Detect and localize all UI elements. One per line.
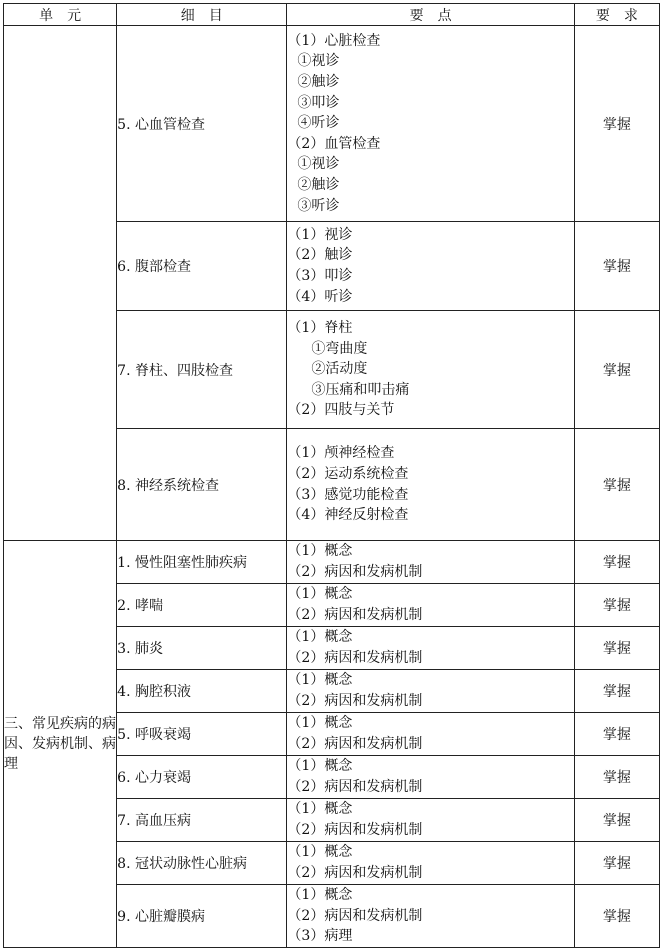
points-cell xyxy=(287,26,574,222)
item-cell: 7. 高血压病 xyxy=(117,799,287,842)
item-cell: 9. 心脏瓣膜病 xyxy=(117,885,287,948)
point-line: （2）触诊 xyxy=(287,247,353,264)
points-cell xyxy=(287,756,574,799)
point-line: （3）病理 xyxy=(287,928,353,945)
header-unit: 单元 xyxy=(4,4,117,26)
requirement-cell: 掌握 xyxy=(574,756,659,799)
table-row xyxy=(4,541,660,584)
point-line: （2）病因和发病机制 xyxy=(287,693,423,709)
points-cell xyxy=(287,429,574,541)
point-line: ③叩诊 xyxy=(297,94,340,111)
point-line: ①弯曲度 xyxy=(311,340,368,357)
requirement-cell: 掌握 xyxy=(574,222,659,311)
requirement-cell: 掌握 xyxy=(574,670,659,713)
points-cell xyxy=(287,222,574,311)
table-body xyxy=(4,26,660,948)
syllabus-table xyxy=(3,3,660,948)
point-line: （2）血管检查 xyxy=(287,135,381,152)
item-cell: 8. 冠状动脉性心脏病 xyxy=(117,842,287,885)
point-line: （1）概念 xyxy=(287,543,353,560)
points-cell xyxy=(287,842,574,885)
requirement-cell: 掌握 xyxy=(574,713,659,756)
points-cell xyxy=(287,541,574,584)
point-line: ②触诊 xyxy=(297,74,340,91)
point-line: （2）病因和发病机制 xyxy=(287,907,423,924)
point-line: （1）概念 xyxy=(287,887,353,903)
requirement-cell: 掌握 xyxy=(574,429,659,541)
requirement-cell: 掌握 xyxy=(574,584,659,627)
point-line: （4）神经反射检查 xyxy=(287,507,409,524)
point-line: （1）概念 xyxy=(287,801,353,818)
requirement-cell: 掌握 xyxy=(574,627,659,670)
points-cell xyxy=(287,627,574,670)
point-line: （2）运动系统检查 xyxy=(287,465,409,482)
item-cell: 4. 胸腔积液 xyxy=(117,670,287,713)
item-cell: 1. 慢性阻塞性肺疾病 xyxy=(117,541,287,584)
item-cell: 7. 脊柱、四肢检查 xyxy=(117,311,287,429)
point-line: （1）心脏检查 xyxy=(287,32,381,49)
item-cell: 2. 哮喘 xyxy=(117,584,287,627)
table-row xyxy=(4,26,660,222)
unit-cell xyxy=(4,26,117,541)
point-line: （1）概念 xyxy=(287,758,353,775)
points-cell xyxy=(287,584,574,627)
point-line: （1）概念 xyxy=(287,629,353,646)
point-line: ②活动度 xyxy=(311,361,368,378)
header-points: 要点 xyxy=(287,4,574,26)
requirement-cell: 掌握 xyxy=(574,311,659,429)
points-cell xyxy=(287,885,574,948)
point-line: （2）四肢与关节 xyxy=(287,402,395,419)
point-line: ①视诊 xyxy=(297,53,340,70)
point-line: （1）视诊 xyxy=(287,226,353,243)
point-line: （2）病因和发病机制 xyxy=(287,650,423,666)
item-cell: 5. 心血管检查 xyxy=(117,26,287,222)
points-cell xyxy=(287,799,574,842)
points-cell xyxy=(287,670,574,713)
points-cell xyxy=(287,713,574,756)
point-line: （2）病因和发病机制 xyxy=(287,607,423,623)
requirement-cell: 掌握 xyxy=(574,26,659,222)
point-line: （1）概念 xyxy=(287,586,353,603)
requirement-cell: 掌握 xyxy=(574,842,659,885)
point-line: （2）病因和发病机制 xyxy=(287,736,423,752)
point-line: （2）病因和发病机制 xyxy=(287,779,423,795)
point-line: ②触诊 xyxy=(297,176,340,193)
point-line: ③压痛和叩击痛 xyxy=(311,381,410,398)
requirement-cell: 掌握 xyxy=(574,885,659,948)
point-line: （2）病因和发病机制 xyxy=(287,865,423,881)
point-line: （1）概念 xyxy=(287,672,353,689)
requirement-cell: 掌握 xyxy=(574,541,659,584)
requirement-cell: 掌握 xyxy=(574,799,659,842)
point-line: （2）病因和发病机制 xyxy=(287,564,423,580)
points-cell xyxy=(287,311,574,429)
item-cell: 6. 腹部检查 xyxy=(117,222,287,311)
point-line: ①视诊 xyxy=(297,156,340,173)
header-requirement: 要求 xyxy=(574,4,659,26)
item-cell: 5. 呼吸衰竭 xyxy=(117,713,287,756)
item-cell: 3. 肺炎 xyxy=(117,627,287,670)
item-cell: 8. 神经系统检查 xyxy=(117,429,287,541)
point-line: （4）听诊 xyxy=(287,288,353,305)
point-line: （1）颅神经检查 xyxy=(287,445,395,462)
point-line: ③听诊 xyxy=(297,197,340,214)
point-line: ④听诊 xyxy=(297,115,340,132)
item-cell: 6. 心力衰竭 xyxy=(117,756,287,799)
point-line: （3）感觉功能检查 xyxy=(287,486,409,503)
point-line: （3）叩诊 xyxy=(287,268,353,284)
point-line: （1）概念 xyxy=(287,844,353,861)
unit-cell: 三、常见疾病的病因、发病机制、病理 xyxy=(4,541,117,948)
header-row xyxy=(4,4,660,26)
point-line: （2）病因和发病机制 xyxy=(287,822,423,838)
point-line: （1）脊柱 xyxy=(287,320,353,337)
point-line: （1）概念 xyxy=(287,715,353,732)
header-item: 细目 xyxy=(117,4,287,26)
